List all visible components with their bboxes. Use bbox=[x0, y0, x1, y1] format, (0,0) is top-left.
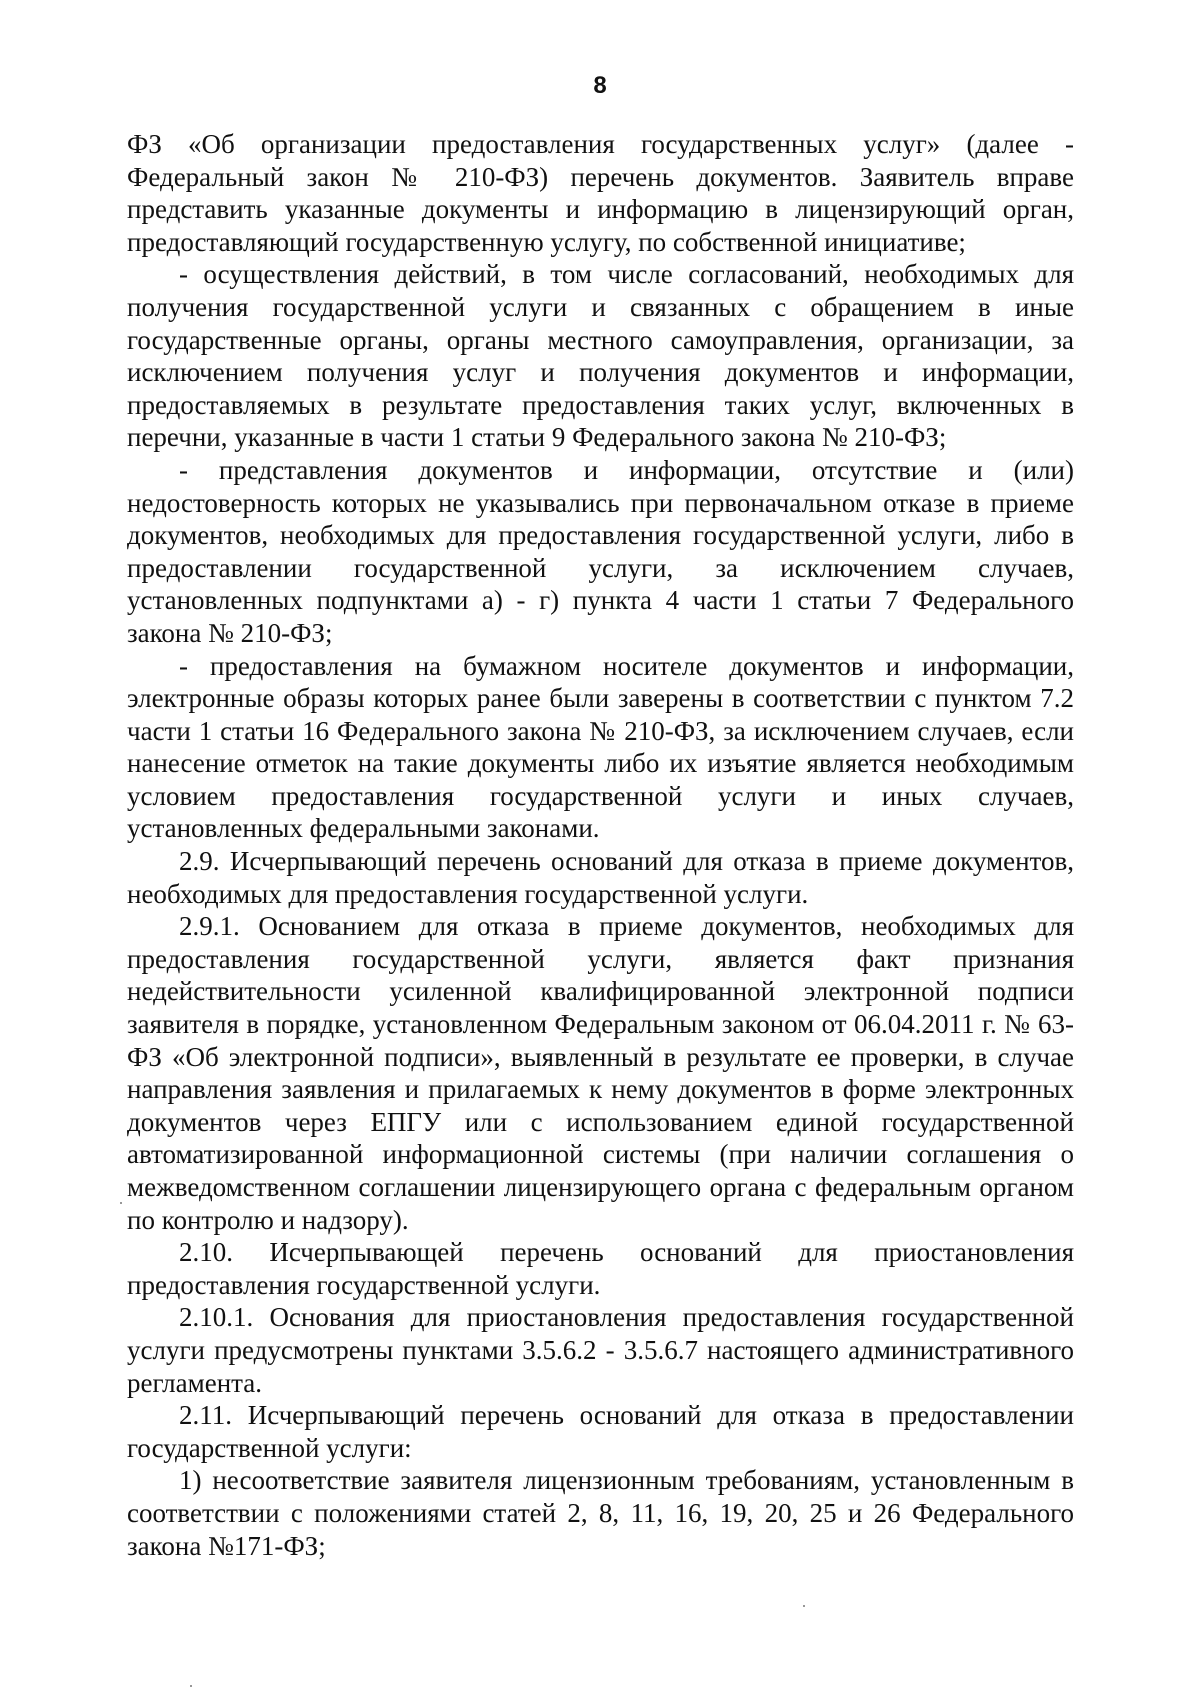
paragraph-list-item: - осуществления действий, в том числе согласований, необходимых для получения государственной услуги и связанных с обращением в иные государственные органы, органы местного самоуправления, организации, за исключением получения услуг и получения документов и информации, предоставляемых в результате предоставления таких услуг, включенных в перечни, указанные в части 1 статьи 9 Федерального закона № 210-ФЗ; bbox=[127, 259, 1074, 453]
paragraph-section-2-9: 2.9. Исчерпывающий перечень оснований для отказа в приеме документов, необходимых для предоставления государственной услуги. bbox=[127, 846, 1074, 909]
scan-speck bbox=[803, 1605, 805, 1607]
paragraph-list-item: - представления документов и информации, отсутствие и (или) недостоверность которых не указывались при первоначальном отказе в приеме документов, необходимых для предоставления государственной услуги, либо в предоставлении государственной услуги, за исключением случаев, установленных подпунктами а) - г) пункта 4 части 1 статьи 7 Федерального закона № 210-ФЗ; bbox=[127, 454, 1074, 648]
paragraph-continuation: ФЗ «Об организации предоставления государственных услуг» (далее - Федеральный закон № 210-ФЗ) перечень документов. Заявитель вправе представить указанные документы и информацию в лицензирующий орган, предоставляющий государственную услугу, по собственной инициативе; bbox=[127, 129, 1074, 257]
paragraph-section-2-10: 2.10. Исчерпывающей перечень оснований для приостановления предоставления государственной услуги. bbox=[127, 1237, 1074, 1300]
page-number: 8 bbox=[593, 72, 607, 99]
scan-speck bbox=[120, 1202, 122, 1204]
paragraph-numbered-item: 1) несоответствие заявителя лицензионным требованиям, установленным в соответствии с положениями статей 2, 8, 11, 16, 19, 20, 25 и 26 Федерального закона №171-ФЗ; bbox=[127, 1465, 1074, 1561]
paragraph-section-2-9-1: 2.9.1. Основанием для отказа в приеме документов, необходимых для предоставления государственной услуги, является факт признания недействительности усиленной квалифицированной электронной подписи заявителя в порядке, установленном Федеральным законом от 06.04.2011 г. № 63-ФЗ «Об электронной подписи», выявленный в результате ее проверки, в случае направления заявления и прилагаемых к нему документов в форме электронных документов через ЕПГУ или с использованием единой государственной автоматизированной информационной системы (при наличии соглашения о межведомственном соглашении лицензирующего органа с федеральным органом по контролю и надзору). bbox=[127, 911, 1074, 1235]
paragraph-section-2-11: 2.11. Исчерпывающий перечень оснований для отказа в предоставлении государственной услуги: bbox=[127, 1400, 1074, 1463]
scan-speck bbox=[190, 1685, 192, 1687]
paragraph-section-2-10-1: 2.10.1. Основания для приостановления предоставления государственной услуги предусмотрены пунктами 3.5.6.2 - 3.5.6.7 настоящего административного регламента. bbox=[127, 1302, 1074, 1398]
document-body bbox=[127, 128, 1074, 1562]
paragraph-list-item: - предоставления на бумажном носителе документов и информации, электронные образы которых ранее были заверены в соответствии с пунктом 7.2 части 1 статьи 16 Федерального закона № 210-ФЗ, за исключением случаев, если нанесение отметок на такие документы либо их изъятие является необходимым условием предоставления государственной услуги и иных случаев, установленных федеральными законами. bbox=[127, 650, 1074, 844]
